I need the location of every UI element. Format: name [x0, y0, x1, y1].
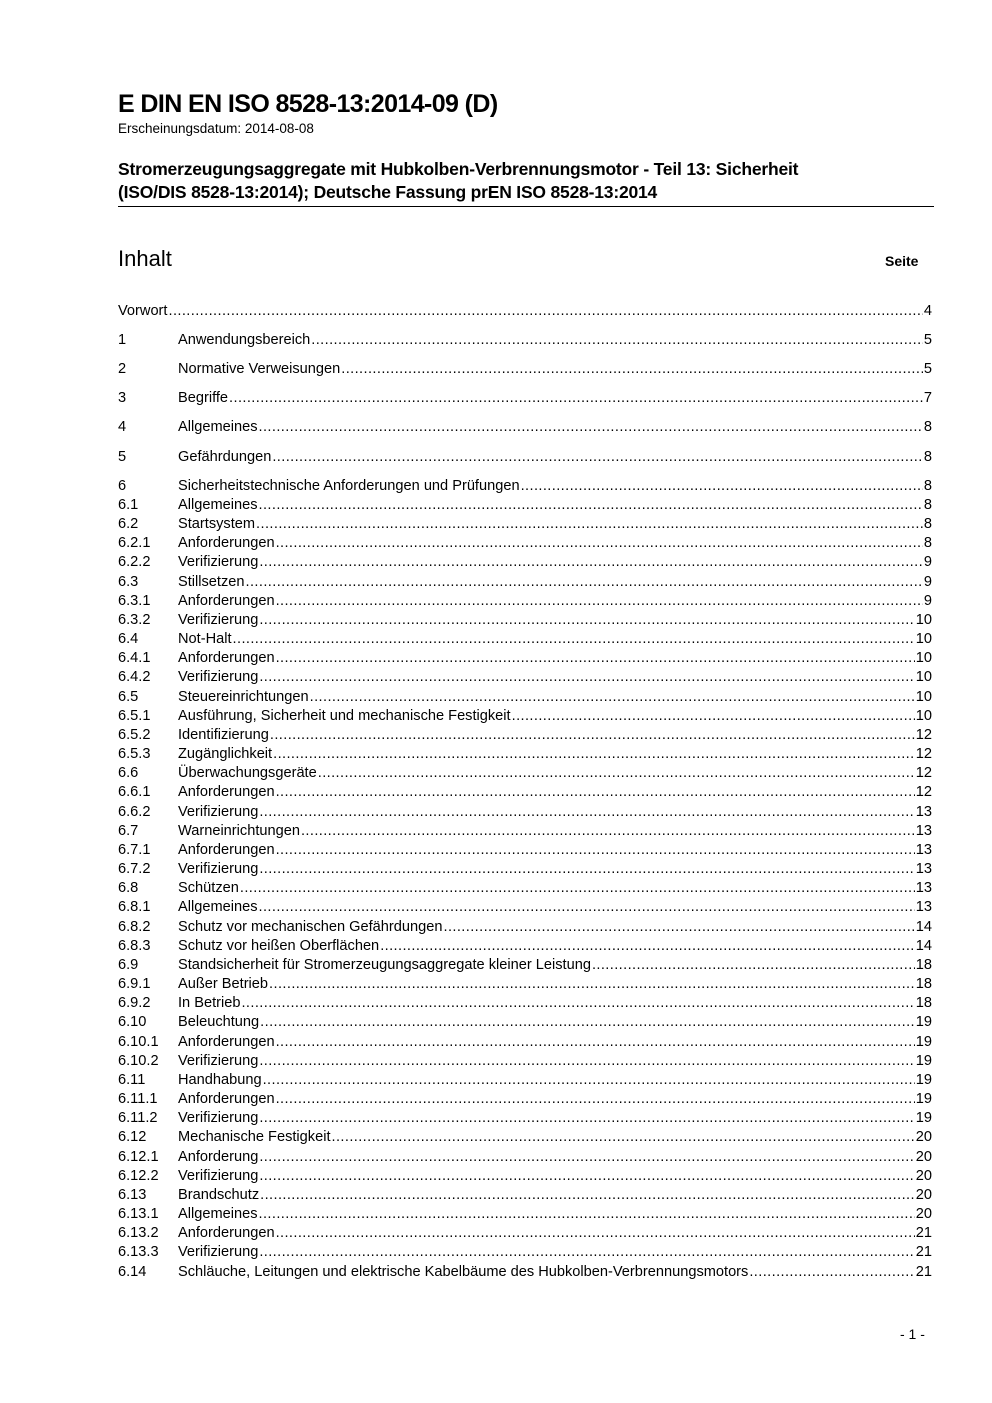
toc-dot-leader	[259, 1167, 914, 1186]
toc-entry-page: 9	[923, 554, 932, 570]
toc-entry-number: 6.10.2	[118, 1053, 159, 1069]
title-divider	[118, 206, 934, 207]
toc-entry-page: 9	[923, 574, 932, 590]
toc-dot-leader	[318, 764, 915, 783]
toc-entry-number: 6	[118, 478, 127, 494]
toc-entry-title: Schläuche, Leitungen und elektrische Kabelbäume des Hubkolben-Verbrennungsmotors	[178, 1264, 749, 1280]
toc-entry-number: 6.6.2	[118, 804, 151, 820]
toc-entry-number: 6.5.3	[118, 746, 151, 762]
toc-entry-page: 10	[915, 631, 932, 647]
toc-entry-page: 21	[915, 1244, 932, 1260]
document-title-line-1: Stromerzeugungsaggregate mit Hubkolben-Verbrennungsmotor - Teil 13: Sicherheit	[118, 159, 799, 179]
toc-entry-number: 6.8.1	[118, 899, 151, 915]
toc-dot-leader	[241, 994, 914, 1013]
toc-dot-leader	[311, 331, 923, 350]
toc-entry-number: 6.5.2	[118, 727, 151, 743]
toc-entry-title: Anforderungen	[178, 650, 275, 666]
toc-entry[interactable]	[118, 389, 932, 408]
toc-entry-page: 19	[915, 1053, 932, 1069]
toc-entry-number: 6.9.1	[118, 976, 151, 992]
toc-entry-page: 10	[915, 612, 932, 628]
toc-entry-number: 6.14	[118, 1264, 147, 1280]
toc-entry-title: Schutz vor heißen Oberflächen	[178, 938, 380, 954]
toc-entry-page: 13	[915, 823, 932, 839]
toc-entry[interactable]	[118, 707, 932, 726]
toc-entry-page: 5	[923, 332, 932, 348]
toc-dot-leader	[259, 1205, 915, 1224]
toc-entry-title: Gefährdungen	[178, 449, 272, 465]
toc-entry-number: 6.9.2	[118, 995, 151, 1011]
toc-entry-number: 6.10	[118, 1014, 147, 1030]
toc-entry-number: 6.2	[118, 516, 139, 532]
toc-entry-title: Verifizierung	[178, 554, 259, 570]
toc-entry-page: 10	[915, 650, 932, 666]
toc-dot-leader	[443, 918, 914, 937]
toc-entry-number: 6.8.2	[118, 919, 151, 935]
toc-entry-number: 6.12.2	[118, 1168, 159, 1184]
toc-entry-page: 19	[915, 1091, 932, 1107]
toc-dot-leader	[259, 1052, 914, 1071]
toc-entry[interactable]	[118, 573, 932, 592]
toc-entry[interactable]	[118, 418, 932, 437]
document-title	[118, 158, 930, 204]
toc-entry[interactable]	[118, 918, 932, 937]
toc-entry-page: 18	[915, 976, 932, 992]
toc-entry-title: Verifizierung	[178, 612, 259, 628]
toc-entry-number: 6.13.2	[118, 1225, 159, 1241]
toc-entry-title: Außer Betrieb	[178, 976, 269, 992]
toc-dot-leader	[276, 649, 915, 668]
toc-entry[interactable]	[118, 302, 932, 321]
toc-entry-page: 19	[915, 1072, 932, 1088]
toc-entry[interactable]	[118, 668, 932, 687]
toc-entry-title: Startsystem	[178, 516, 256, 532]
toc-entry[interactable]	[118, 1033, 932, 1052]
toc-entry[interactable]	[118, 860, 932, 879]
toc-entry[interactable]	[118, 1167, 932, 1186]
toc-entry-page: 14	[915, 938, 932, 954]
toc-entry[interactable]	[118, 1071, 932, 1090]
toc-entry-number: 3	[118, 390, 127, 406]
toc-entry-page: 13	[915, 861, 932, 877]
toc-entry-page: 8	[923, 419, 932, 435]
toc-dot-leader	[259, 898, 915, 917]
toc-entry-title: Handhabung	[178, 1072, 262, 1088]
toc-dot-leader	[276, 1224, 915, 1243]
toc-entry-page: 12	[915, 746, 932, 762]
toc-entry[interactable]	[118, 331, 932, 350]
toc-entry-number: 6.13.1	[118, 1206, 159, 1222]
toc-dot-leader	[259, 496, 923, 515]
toc-entry-title: Brandschutz	[178, 1187, 260, 1203]
toc-dot-leader	[310, 688, 915, 707]
toc-entry[interactable]	[118, 745, 932, 764]
toc-entry-number: 6.12	[118, 1129, 147, 1145]
toc-entry-number: 6.5	[118, 689, 139, 705]
toc-entry-number: 2	[118, 361, 127, 377]
toc-entry-title: Verifizierung	[178, 1053, 259, 1069]
toc-entry-title: Identifizierung	[178, 727, 269, 743]
toc-dot-leader	[246, 573, 923, 592]
toc-entry[interactable]	[118, 841, 932, 860]
toc-dot-leader	[259, 803, 914, 822]
toc-dot-leader	[259, 1109, 914, 1128]
toc-entry-title: Warneinrichtungen	[178, 823, 300, 839]
toc-entry[interactable]	[118, 956, 932, 975]
toc-entry-title: Normative Verweisungen	[178, 361, 341, 377]
toc-entry-number: 6.3.1	[118, 593, 151, 609]
toc-entry-number: 6.1	[118, 497, 139, 513]
toc-entry[interactable]	[118, 1052, 932, 1071]
toc-entry-page: 20	[915, 1187, 932, 1203]
toc-entry-number: 4	[118, 419, 127, 435]
toc-dot-leader	[263, 1071, 915, 1090]
toc-entry-page: 19	[915, 1034, 932, 1050]
toc-entry-page: 13	[915, 899, 932, 915]
toc-entry-page: 5	[923, 361, 932, 377]
toc-entry[interactable]	[118, 898, 932, 917]
publication-date: Erscheinungsdatum: 2014-08-08	[118, 121, 314, 136]
toc-entry-page: 8	[923, 449, 932, 465]
toc-heading: Inhalt	[118, 246, 172, 271]
toc-dot-leader	[276, 534, 923, 553]
toc-entry[interactable]	[118, 1148, 932, 1167]
toc-dot-leader	[301, 822, 915, 841]
toc-entry-number: 6.6.1	[118, 784, 151, 800]
toc-dot-leader	[259, 418, 923, 437]
toc-entry-title: Verifizierung	[178, 669, 259, 685]
toc-dot-leader	[240, 879, 915, 898]
toc-entry-page: 20	[915, 1206, 932, 1222]
toc-dot-leader	[233, 630, 915, 649]
toc-entry-number: 6.3	[118, 574, 139, 590]
toc-entry-title: Standsicherheit für Stromerzeugungsaggregate kleiner Leistung	[178, 957, 591, 973]
toc-entry[interactable]	[118, 630, 932, 649]
toc-dot-leader	[260, 1013, 915, 1032]
toc-entry-page: 8	[923, 535, 932, 551]
toc-entry-number: 6.11.2	[118, 1110, 158, 1126]
toc-entry-number: 6.8.3	[118, 938, 151, 954]
toc-dot-leader	[341, 360, 923, 379]
toc-entry-page: 13	[915, 842, 932, 858]
toc-entry-page: 4	[923, 303, 932, 319]
toc-entry-title: Allgemeines	[178, 419, 258, 435]
toc-entry[interactable]	[118, 448, 932, 467]
toc-entry-number: 6.4	[118, 631, 139, 647]
toc-entry-title: Vorwort	[118, 303, 168, 319]
toc-entry-title: Sicherheitstechnische Anforderungen und Prüfungen	[178, 478, 520, 494]
toc-dot-leader	[259, 1243, 914, 1262]
toc-entry-title: Verifizierung	[178, 1110, 259, 1126]
toc-entry[interactable]	[118, 360, 932, 379]
toc-entry-number: 6.5.1	[118, 708, 151, 724]
toc-entry-title: Anforderung	[178, 1149, 259, 1165]
toc-entry-page: 20	[915, 1168, 932, 1184]
toc-entry-number: 6.11	[118, 1072, 146, 1088]
toc-entry-number: 6.2.2	[118, 554, 151, 570]
toc-dot-leader	[259, 553, 923, 572]
toc-entry-title: Ausführung, Sicherheit und mechanische Festigkeit	[178, 708, 511, 724]
toc-entry-title: Verifizierung	[178, 804, 259, 820]
toc-entry-number: 6.7.2	[118, 861, 151, 877]
toc-entry-title: Verifizierung	[178, 861, 259, 877]
toc-entry-title: Überwachungsgeräte	[178, 765, 317, 781]
toc-dot-leader	[749, 1263, 914, 1282]
toc-entry-number: 6.2.1	[118, 535, 151, 551]
toc-dot-leader	[276, 841, 915, 860]
toc-entry-page: 7	[923, 390, 932, 406]
toc-entry-title: Anwendungsbereich	[178, 332, 311, 348]
toc-entry-page: 20	[915, 1149, 932, 1165]
toc-dot-leader	[259, 668, 914, 687]
toc-entry-page: 21	[915, 1225, 932, 1241]
document-title-line-2: (ISO/DIS 8528-13:2014); Deutsche Fassung prEN ISO 8528-13:2014	[118, 182, 658, 202]
toc-entry[interactable]	[118, 764, 932, 783]
toc-entry-number: 6.10.1	[118, 1034, 159, 1050]
toc-entry-number: 6.9	[118, 957, 139, 973]
document-id: E DIN EN ISO 8528-13:2014-09 (D)	[118, 90, 498, 118]
toc-entry-title: Begriffe	[178, 390, 229, 406]
toc-entry-title: Schutz vor mechanischen Gefährdungen	[178, 919, 443, 935]
toc-entry[interactable]	[118, 1090, 932, 1109]
toc-entry[interactable]	[118, 1186, 932, 1205]
toc-entry-number: 6.11.1	[118, 1091, 158, 1107]
toc-entry[interactable]	[118, 534, 932, 553]
toc-entry[interactable]	[118, 477, 932, 496]
toc-dot-leader	[512, 707, 915, 726]
toc-entry-page: 12	[915, 765, 932, 781]
toc-entry-number: 6.6	[118, 765, 139, 781]
toc-entry[interactable]	[118, 726, 932, 745]
toc-dot-leader	[256, 515, 923, 534]
toc-entry[interactable]	[118, 1205, 932, 1224]
toc-dot-leader	[276, 783, 915, 802]
toc-dot-leader	[259, 611, 914, 630]
toc-entry[interactable]	[118, 592, 932, 611]
toc-dot-leader	[276, 592, 923, 611]
toc-entry-page: 8	[923, 497, 932, 513]
toc-entry-page: 18	[915, 957, 932, 973]
toc-entry[interactable]	[118, 1224, 932, 1243]
toc-entry-page: 21	[915, 1264, 932, 1280]
toc-entry-title: Verifizierung	[178, 1244, 259, 1260]
toc-entry-page: 13	[915, 880, 932, 896]
toc-dot-leader	[332, 1128, 915, 1147]
toc-entry-number: 6.13	[118, 1187, 147, 1203]
toc-dot-leader	[521, 477, 923, 496]
toc-entry-title: Allgemeines	[178, 497, 258, 513]
toc-entry-title: Anforderungen	[178, 1034, 275, 1050]
toc-entry[interactable]	[118, 1128, 932, 1147]
toc-entry-title: Anforderungen	[178, 842, 275, 858]
toc-entry-title: Allgemeines	[178, 1206, 258, 1222]
toc-dot-leader	[270, 726, 915, 745]
toc-entry[interactable]	[118, 649, 932, 668]
toc-dot-leader	[272, 448, 923, 467]
toc-dot-leader	[276, 1033, 915, 1052]
toc-entry-page: 10	[915, 689, 932, 705]
toc-dot-leader	[592, 956, 915, 975]
toc-entry-title: Steuereinrichtungen	[178, 689, 309, 705]
toc-dot-leader	[276, 1090, 915, 1109]
toc-entry-page: 18	[915, 995, 932, 1011]
toc-entry-page: 20	[915, 1129, 932, 1145]
toc-entry[interactable]	[118, 783, 932, 802]
toc-entry-page: 8	[923, 478, 932, 494]
toc-entry-title: Anforderungen	[178, 535, 275, 551]
toc-entry[interactable]	[118, 611, 932, 630]
toc-entry[interactable]	[118, 1263, 932, 1282]
toc-entry[interactable]	[118, 515, 932, 534]
toc-entry-page: 13	[915, 804, 932, 820]
toc-entry[interactable]	[118, 1109, 932, 1128]
toc-entry[interactable]	[118, 937, 932, 956]
toc-entry[interactable]	[118, 879, 932, 898]
toc-entry[interactable]	[118, 1013, 932, 1032]
toc-dot-leader	[380, 937, 915, 956]
toc-entry[interactable]	[118, 553, 932, 572]
toc-dot-leader	[259, 860, 914, 879]
toc-entry[interactable]	[118, 994, 932, 1013]
toc-entry-page: 14	[915, 919, 932, 935]
toc-entry[interactable]	[118, 975, 932, 994]
toc-entry-page: 12	[915, 784, 932, 800]
page-number: - 1 -	[900, 1326, 925, 1342]
toc-dot-leader	[273, 745, 915, 764]
toc-entry-number: 6.8	[118, 880, 139, 896]
toc-dot-leader	[168, 302, 922, 321]
toc-entry-title: Allgemeines	[178, 899, 258, 915]
toc-entry-number: 6.7	[118, 823, 139, 839]
toc-entry-page: 8	[923, 516, 932, 532]
toc-entry-title: Not-Halt	[178, 631, 232, 647]
toc-entry[interactable]	[118, 496, 932, 515]
toc-entry-title: Anforderungen	[178, 593, 275, 609]
toc-entry-page: 12	[915, 727, 932, 743]
toc-entry-number: 6.12.1	[118, 1149, 159, 1165]
toc-entry-page: 10	[915, 669, 932, 685]
toc-entry-title: Zugänglichkeit	[178, 746, 273, 762]
toc-entry-number: 6.3.2	[118, 612, 151, 628]
toc-entry-number: 6.4.1	[118, 650, 151, 666]
toc-entry-title: Anforderungen	[178, 1225, 275, 1241]
toc-entry-title: Mechanische Festigkeit	[178, 1129, 331, 1145]
toc-entry-number: 6.7.1	[118, 842, 151, 858]
toc-entry-title: Anforderungen	[178, 784, 275, 800]
toc-entry[interactable]	[118, 1243, 932, 1262]
toc-entry-page: 19	[915, 1110, 932, 1126]
toc-entry-number: 6.13.3	[118, 1244, 159, 1260]
toc-entry-page: 9	[923, 593, 932, 609]
toc-entry-number: 6.4.2	[118, 669, 151, 685]
toc-dot-leader	[259, 1148, 914, 1167]
toc-dot-leader	[229, 389, 923, 408]
toc-entry-page: 10	[915, 708, 932, 724]
toc-entry[interactable]	[118, 803, 932, 822]
toc-entry-page: 19	[915, 1014, 932, 1030]
toc-entry-title: Verifizierung	[178, 1168, 259, 1184]
toc-entry[interactable]	[118, 688, 932, 707]
toc-entry-title: Stillsetzen	[178, 574, 245, 590]
toc-entry-title: In Betrieb	[178, 995, 241, 1011]
toc-entry-title: Beleuchtung	[178, 1014, 260, 1030]
toc-entry[interactable]	[118, 822, 932, 841]
toc-page-column-label: Seite	[885, 253, 919, 269]
toc-entry-number: 5	[118, 449, 127, 465]
toc-entry-title: Anforderungen	[178, 1091, 275, 1107]
toc-dot-leader	[269, 975, 915, 994]
toc-entry-title: Schützen	[178, 880, 239, 896]
toc-entry-number: 1	[118, 332, 127, 348]
toc-dot-leader	[260, 1186, 915, 1205]
